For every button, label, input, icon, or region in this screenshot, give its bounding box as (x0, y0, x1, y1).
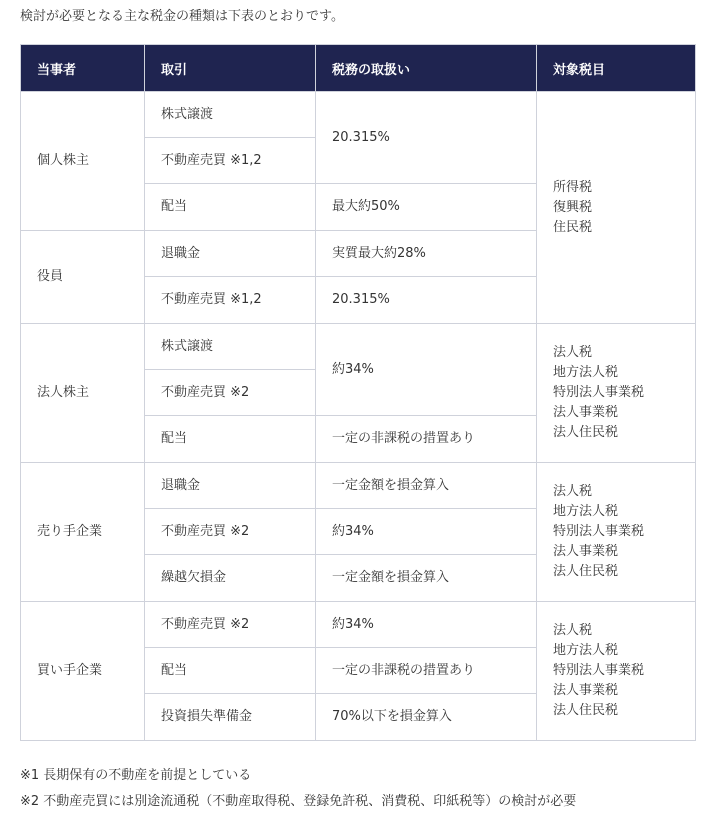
header-treatment: 税務の取扱い (316, 45, 537, 92)
header-party: 当事者 (21, 45, 145, 92)
treatment-cell: 一定金額を損金算入 (316, 463, 537, 509)
target-taxes-cell (537, 324, 696, 463)
tax-item: 法人住民税 (553, 564, 619, 579)
header-transaction: 取引 (145, 45, 316, 92)
tax-item: 特別法人事業税 (553, 663, 645, 678)
tax-item: 法人税 (553, 623, 593, 638)
party-cell: 個人株主 (21, 92, 145, 231)
treatment-cell: 最大約50% (316, 184, 537, 231)
treatment-cell: 70%以下を損金算入 (316, 694, 537, 741)
treatment-cell: 約34% (316, 509, 537, 555)
transaction-cell: 株式譲渡 (145, 324, 316, 370)
treatment-cell: 一定の非課税の措置あり (316, 416, 537, 463)
treatment-cell: 約34% (316, 324, 537, 416)
target-taxes-cell (537, 463, 696, 602)
transaction-cell: 配当 (145, 416, 316, 463)
transaction-cell: 配当 (145, 648, 316, 694)
table-row (21, 324, 696, 370)
tax-item: 地方法人税 (553, 504, 619, 519)
transaction-cell: 株式譲渡 (145, 92, 316, 138)
header-target-taxes: 対象税目 (537, 45, 696, 92)
treatment-cell: 一定の非課税の措置あり (316, 648, 537, 694)
footnote-1: ※1 長期保有の不動産を前提としている (20, 768, 252, 783)
party-cell: 法人株主 (21, 324, 145, 463)
transaction-cell: 投資損失準備金 (145, 694, 316, 741)
treatment-cell: 20.315% (316, 277, 537, 324)
tax-item: 特別法人事業税 (553, 524, 645, 539)
tax-item: 法人住民税 (553, 425, 619, 440)
tax-item: 法人事業税 (553, 405, 619, 420)
target-taxes-cell (537, 92, 696, 324)
tax-table (20, 44, 696, 741)
transaction-cell: 退職金 (145, 231, 316, 277)
tax-item: 所得税 (553, 179, 593, 195)
party-cell: 売り手企業 (21, 463, 145, 602)
intro-text: 検討が必要となる主な税金の種類は下表のとおりです。 (20, 9, 344, 24)
transaction-cell: 繰越欠損金 (145, 555, 316, 602)
table-header-row (21, 45, 696, 92)
tax-item: 法人事業税 (553, 544, 619, 559)
treatment-cell: 約34% (316, 602, 537, 648)
tax-item: 法人住民税 (553, 703, 619, 718)
party-cell: 買い手企業 (21, 602, 145, 741)
footnote-2: ※2 不動産売買には別途流通税（不動産取得税、登録免許税、消費税、印紙税等）の検討が必要 (20, 794, 577, 809)
tax-item: 地方法人税 (553, 643, 619, 658)
tax-item: 復興税 (553, 199, 593, 215)
tax-item: 特別法人事業税 (553, 385, 645, 400)
table-row (21, 463, 696, 509)
treatment-cell: 実質最大約28% (316, 231, 537, 277)
tax-item: 法人事業税 (553, 683, 619, 698)
party-cell: 役員 (21, 231, 145, 324)
tax-item: 地方法人税 (553, 365, 619, 380)
tax-item: 住民税 (553, 219, 593, 235)
transaction-cell: 配当 (145, 184, 316, 231)
transaction-cell: 不動産売買 ※2 (145, 602, 316, 648)
target-taxes-cell (537, 602, 696, 741)
table-row (21, 92, 696, 138)
transaction-cell: 不動産売買 ※1,2 (145, 138, 316, 184)
transaction-cell: 不動産売買 ※1,2 (145, 277, 316, 324)
treatment-cell: 一定金額を損金算入 (316, 555, 537, 602)
tax-item: 法人税 (553, 345, 593, 360)
table-row (21, 602, 696, 648)
treatment-cell: 20.315% (316, 92, 537, 184)
transaction-cell: 不動産売買 ※2 (145, 370, 316, 416)
transaction-cell: 退職金 (145, 463, 316, 509)
tax-item: 法人税 (553, 484, 593, 499)
transaction-cell: 不動産売買 ※2 (145, 509, 316, 555)
